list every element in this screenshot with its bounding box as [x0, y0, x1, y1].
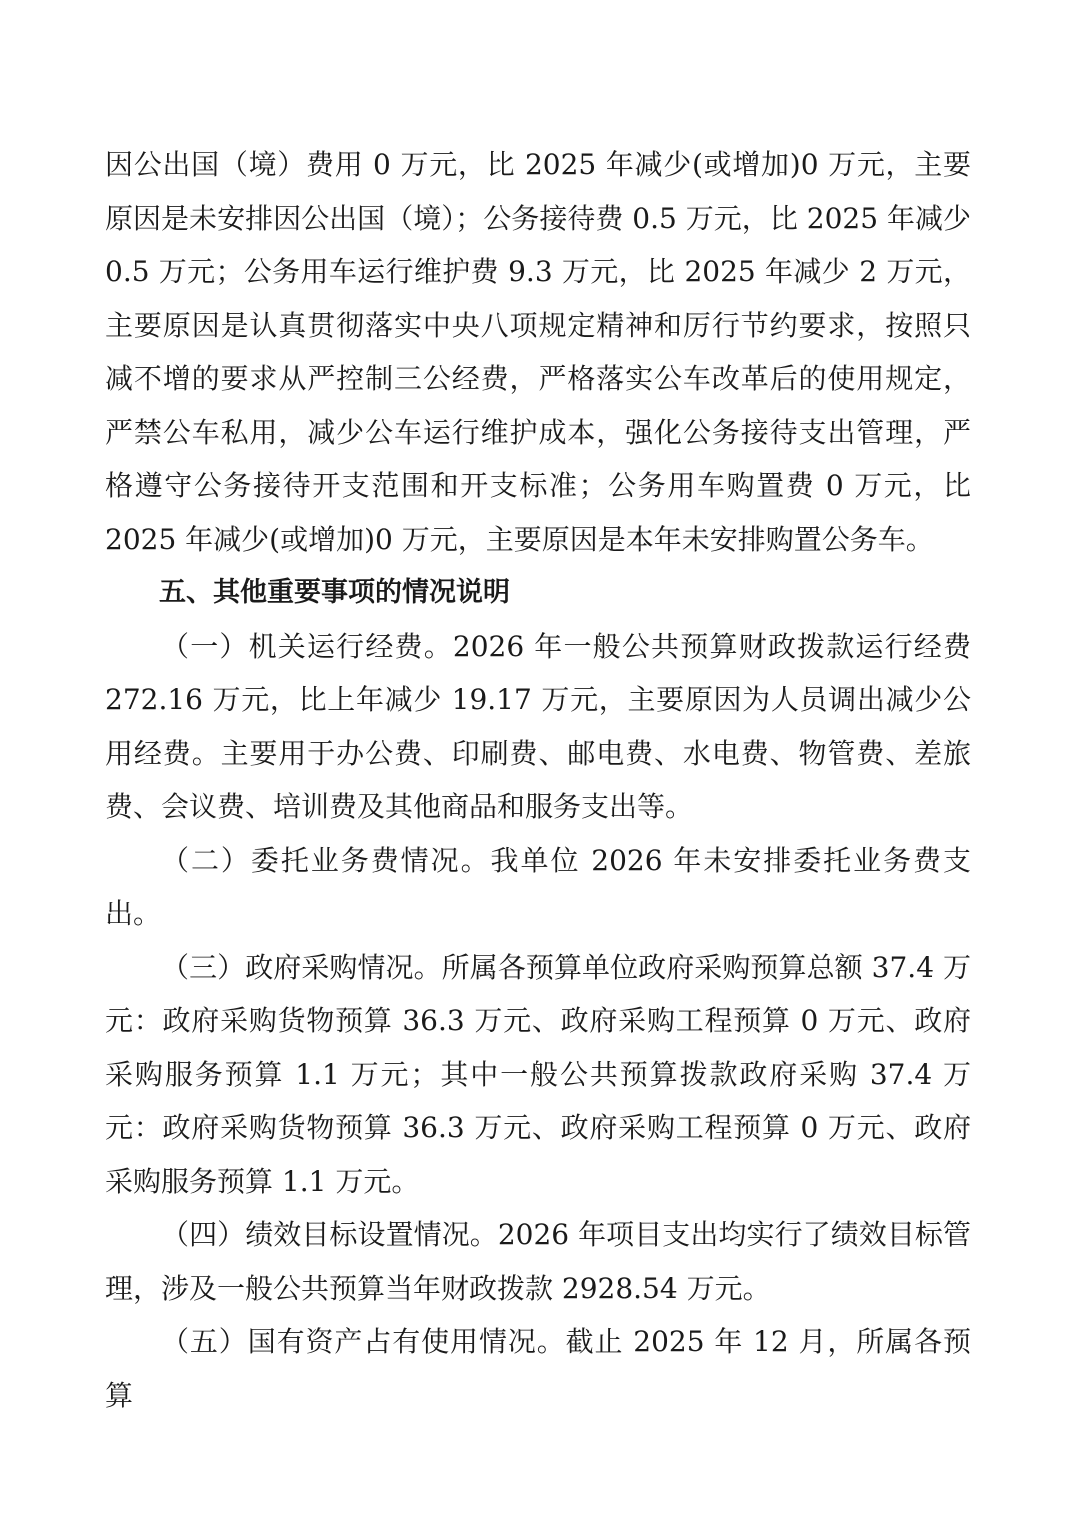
- paragraph-performance-targets: （四）绩效目标设置情况。2026 年项目支出均实行了绩效目标管理，涉及一般公共预算当年财政拨款 2928.54 万元。: [105, 1218, 971, 1305]
- paragraph-commissioned-business: （二）委托业务费情况。我单位 2026 年未安排委托业务费支出。: [105, 843, 971, 930]
- paragraph-three-public-expenses: 因公出国（境）费用 0 万元，比 2025 年减少(或增加)0 万元，主要原因是未安排因公出国（境）；公务接待费 0.5 万元，比 2025 年减少 0.5 万元；公务用车运行维护费 9.3 万元，比 2025 年减少 2 万元，主要原因是认真贯彻落实中央八项规定精神和厉行节约要求，按照只减不增的要求从严控制三公经费，严格落实公车改革后的使用规定，严禁公车私用，减少公车运行维护成本，强化公务接待支出管理，严格遵守公务接待开支范围和开支标准；公务用车购置费 0 万元，比 2025 年减少(或增加)0 万元，主要原因是本年未安排购置公务车。: [105, 148, 971, 556]
- document-body: [105, 138, 971, 1422]
- paragraph-operating-expenses: （一）机关运行经费。2026 年一般公共预算财政拨款运行经费 272.16 万元，比上年减少 19.17 万元，主要原因为人员调出减少公用经费。主要用于办公费、印刷费、邮电费、水电费、物管费、差旅费、会议费、培训费及其他商品和服务支出等。: [105, 629, 971, 823]
- paragraph-state-assets: （五）国有资产占有使用情况。截止 2025 年 12 月，所属各预算: [105, 1325, 971, 1412]
- section-heading-other-matters: 五、其他重要事项的情况说明: [159, 577, 510, 608]
- paragraph-government-procurement: （三）政府采购情况。所属各预算单位政府采购预算总额 37.4 万元：政府采购货物预算 36.3 万元、政府采购工程预算 0 万元、政府采购服务预算 1.1 万元；其中一般公共预算拨款政府采购 37.4 万元：政府采购货物预算 36.3 万元、政府采购工程预算 0 万元、政府采购服务预算 1.1 万元。: [105, 950, 971, 1198]
